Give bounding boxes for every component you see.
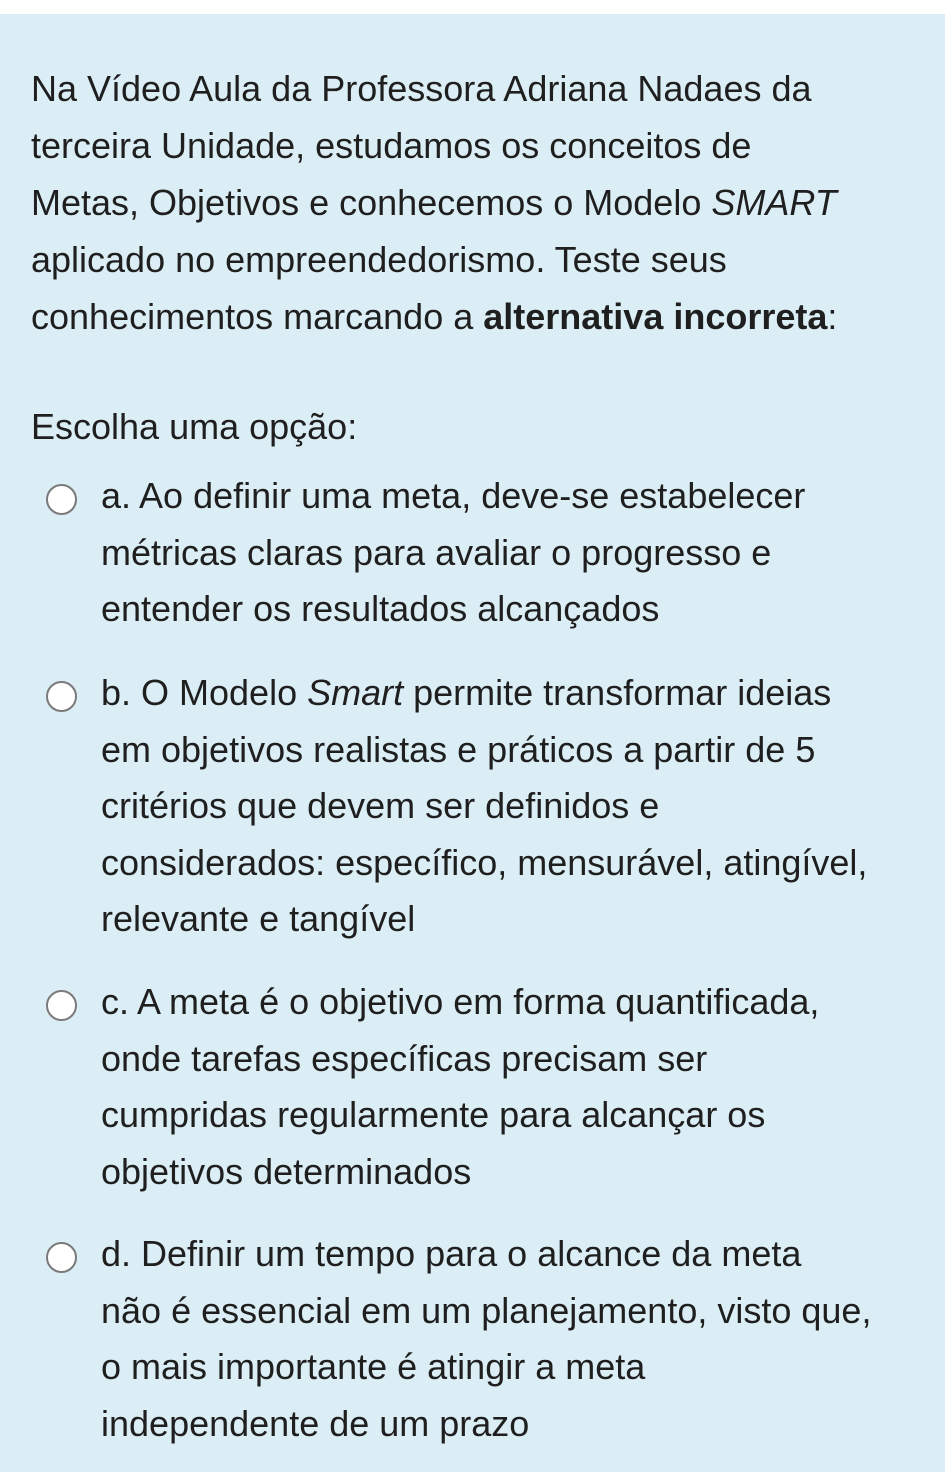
question-card <box>0 14 945 1472</box>
option-line <box>101 665 931 722</box>
option-line: em objetivos realistas e práticos a partir de 5 <box>101 728 816 770</box>
option-line: o mais importante é atingir a meta <box>101 1346 646 1387</box>
option-line: cumpridas regularmente para alcançar os <box>101 1094 766 1135</box>
option-line: relevante e tangível <box>101 898 416 939</box>
option-line: objetivos determinados <box>101 1150 472 1192</box>
radio-button-a[interactable] <box>46 484 77 515</box>
question-text-segment: : <box>827 296 838 337</box>
question-line <box>31 174 931 231</box>
question-text <box>31 60 931 345</box>
option-line: métricas claras para avaliar o progresso e <box>101 531 772 573</box>
question-line: Na Vídeo Aula da Professora Adriana Nadaes da <box>31 68 812 109</box>
option-d-label[interactable] <box>101 1226 931 1452</box>
option-line: independente de um prazo <box>101 1402 530 1444</box>
radio-button-c[interactable] <box>46 990 77 1021</box>
option-b-label[interactable] <box>101 665 931 948</box>
option-text-segment: permite transformar ideias <box>403 672 832 713</box>
question-text-segment: conhecimentos marcando a <box>31 296 484 337</box>
radio-button-d[interactable] <box>46 1242 77 1273</box>
question-line: aplicado no empreendedorismo. Teste seus <box>31 239 727 280</box>
radio-button-b[interactable] <box>46 681 77 712</box>
option-line: critérios que devem ser definidos e <box>101 785 660 826</box>
option-line: não é essencial em um planejamento, visto que, <box>101 1289 872 1331</box>
smart-term: SMART <box>711 182 837 223</box>
option-line: considerados: específico, mensurável, atingível, <box>101 841 868 883</box>
option-text-segment: b. O Modelo <box>101 672 308 713</box>
option-c-label[interactable] <box>101 974 931 1200</box>
choose-option-label: Escolha uma opção: <box>31 406 358 447</box>
question-text-segment: Metas, Objetivos e conhecemos o Modelo <box>31 182 712 223</box>
question-line <box>31 288 931 345</box>
emphasis-incorrect: alternativa incorreta <box>483 296 828 337</box>
smart-term: Smart <box>307 672 404 713</box>
option-line: d. Definir um tempo para o alcance da meta <box>101 1233 802 1274</box>
option-line: onde tarefas específicas precisam ser <box>101 1037 708 1079</box>
option-line: a. Ao definir uma meta, deve-se estabelecer <box>101 475 806 516</box>
option-a-label[interactable] <box>101 468 931 638</box>
option-line: entender os resultados alcançados <box>101 588 660 629</box>
option-line: c. A meta é o objetivo em forma quantificada, <box>101 981 820 1022</box>
question-line: terceira Unidade, estudamos os conceitos de <box>31 125 752 166</box>
